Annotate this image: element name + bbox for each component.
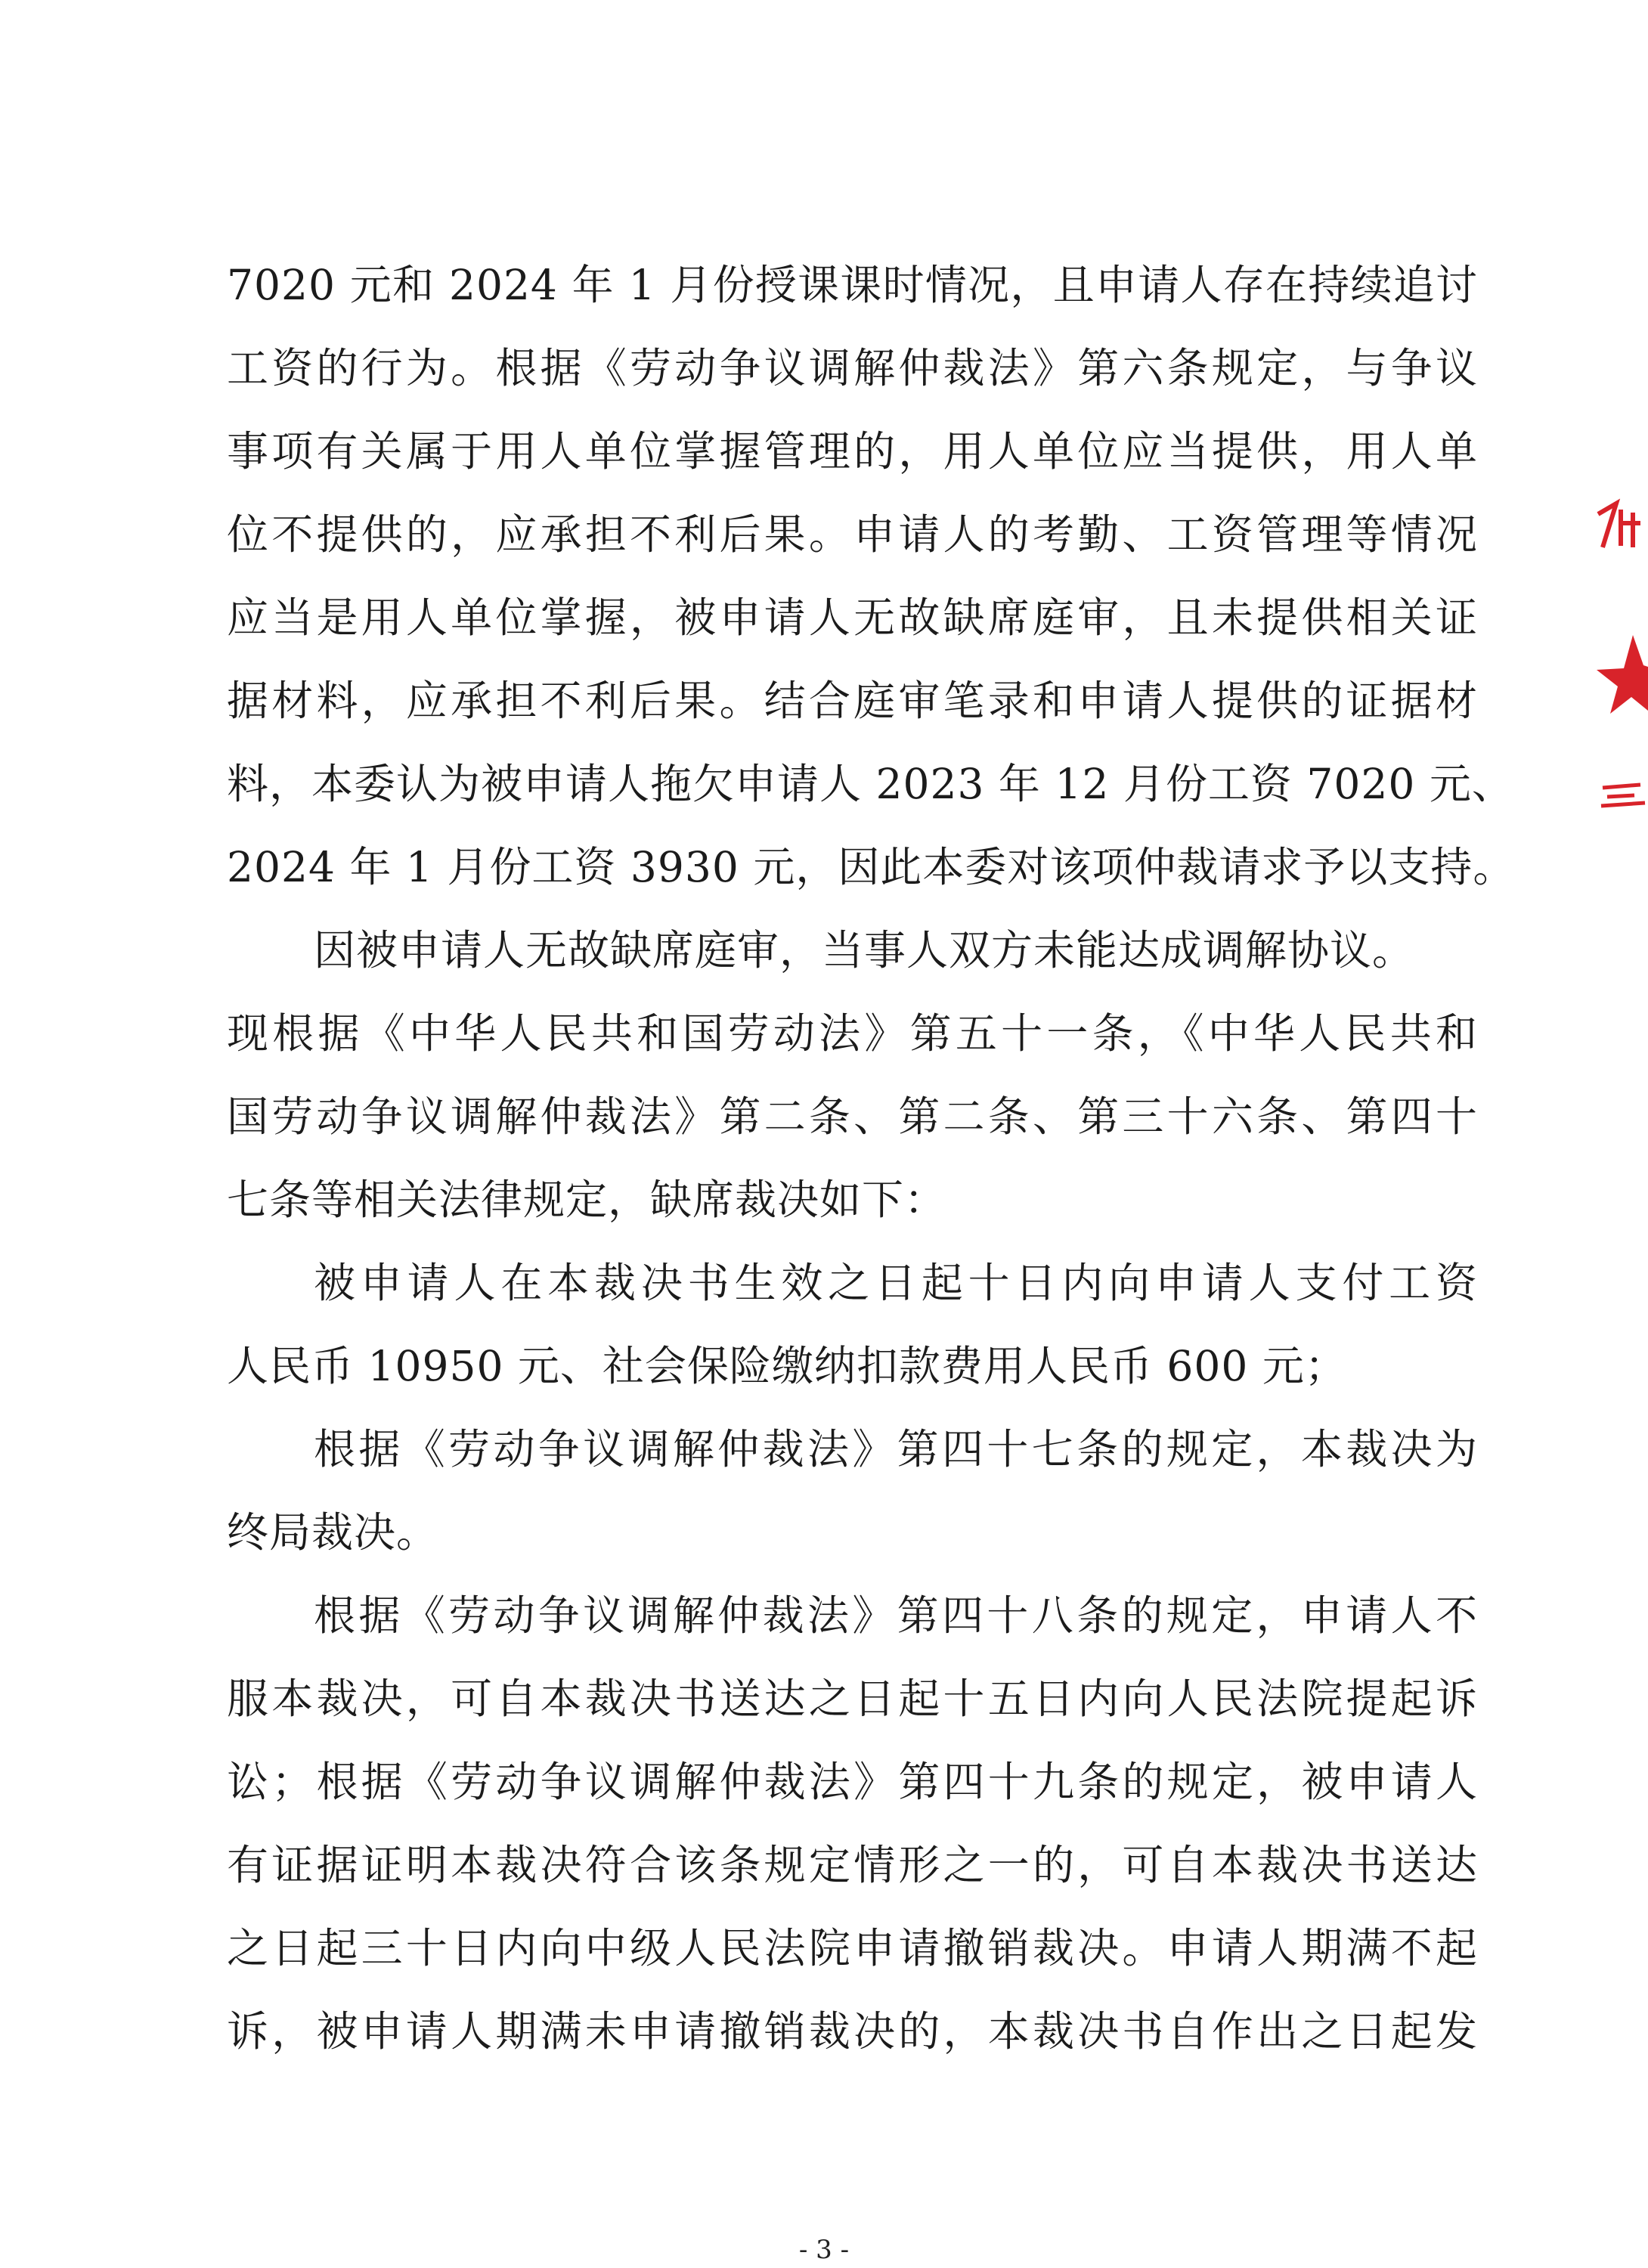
seal-star (1597, 635, 1648, 714)
seal-stroke (1621, 510, 1640, 547)
seal-stamp-fragment (1588, 484, 1648, 816)
document-body (227, 243, 1516, 2073)
paragraph-start-line: 被申请人在本裁决书生效之日起十日内向申请人支付工资 (314, 1259, 1478, 1307)
text-line: 终局裁决。 (227, 1508, 439, 1557)
paragraph-start-line: 根据《劳动争议调解仲裁法》第四十七条的规定，本裁决为 (314, 1425, 1478, 1473)
text-line: 现根据《中华人民共和国劳动法》第五十一条，《中华人民共和 (227, 1009, 1478, 1058)
seal-strokes (1598, 503, 1640, 547)
paragraph-start-line: 因被申请人无故缺席庭审，当事人双方未能达成调解协议。 (314, 926, 1415, 974)
text-line: 应当是用人单位掌握，被申请人无故缺席庭审，且未提供相关证 (227, 593, 1478, 642)
text-line: 七条等相关法律规定，缺席裁决如下： (227, 1176, 947, 1224)
page-number: - 3 - (798, 2235, 850, 2265)
seal-stroke (1601, 785, 1645, 806)
text-line: 之日起三十日内向中级人民法院申请撤销裁决。申请人期满不起 (227, 1924, 1478, 1972)
seal-star-shape (1597, 635, 1648, 714)
paragraph-start-line: 根据《劳动争议调解仲裁法》第四十八条的规定，申请人不 (314, 1591, 1478, 1640)
text-line: 诉，被申请人期满未申请撤销裁决的，本裁决书自作出之日起发 (227, 2007, 1478, 2056)
seal-bottom-strokes (1601, 785, 1645, 806)
seal-stroke (1598, 503, 1616, 547)
text-line: 人民币 10950 元、社会保险缴纳扣款费用人民币 600 元； (227, 1342, 1347, 1390)
text-line: 有证据证明本裁决符合该条规定情形之一的，可自本裁决书送达 (227, 1841, 1478, 1889)
text-line: 料，本委认为被申请人拖欠申请人 2023 年 12 月份工资 7020 元、 (227, 760, 1514, 808)
text-line: 工资的行为。根据《劳动争议调解仲裁法》第六条规定，与争议 (227, 344, 1478, 392)
text-line: 2024 年 1 月份工资 3930 元，因此本委对该项仲裁请求予以支持。 (227, 843, 1516, 891)
text-line: 位不提供的，应承担不利后果。申请人的考勤、工资管理等情况 (227, 510, 1478, 559)
text-line: 据材料，应承担不利后果。结合庭审笔录和申请人提供的证据材 (227, 677, 1478, 725)
seal-icon (1588, 484, 1648, 816)
text-line: 7020 元和 2024 年 1 月份授课课时情况，且申请人存在持续追讨 (227, 261, 1478, 309)
text-line: 事项有关属于用人单位掌握管理的，用人单位应当提供，用人单 (227, 427, 1478, 476)
text-line: 国劳动争议调解仲裁法》第二条、第二条、第三十六条、第四十 (227, 1092, 1478, 1141)
text-line: 讼；根据《劳动争议调解仲裁法》第四十九条的规定，被申请人 (227, 1758, 1478, 1806)
text-line: 服本裁决，可自本裁决书送达之日起十五日内向人民法院提起诉 (227, 1675, 1478, 1723)
